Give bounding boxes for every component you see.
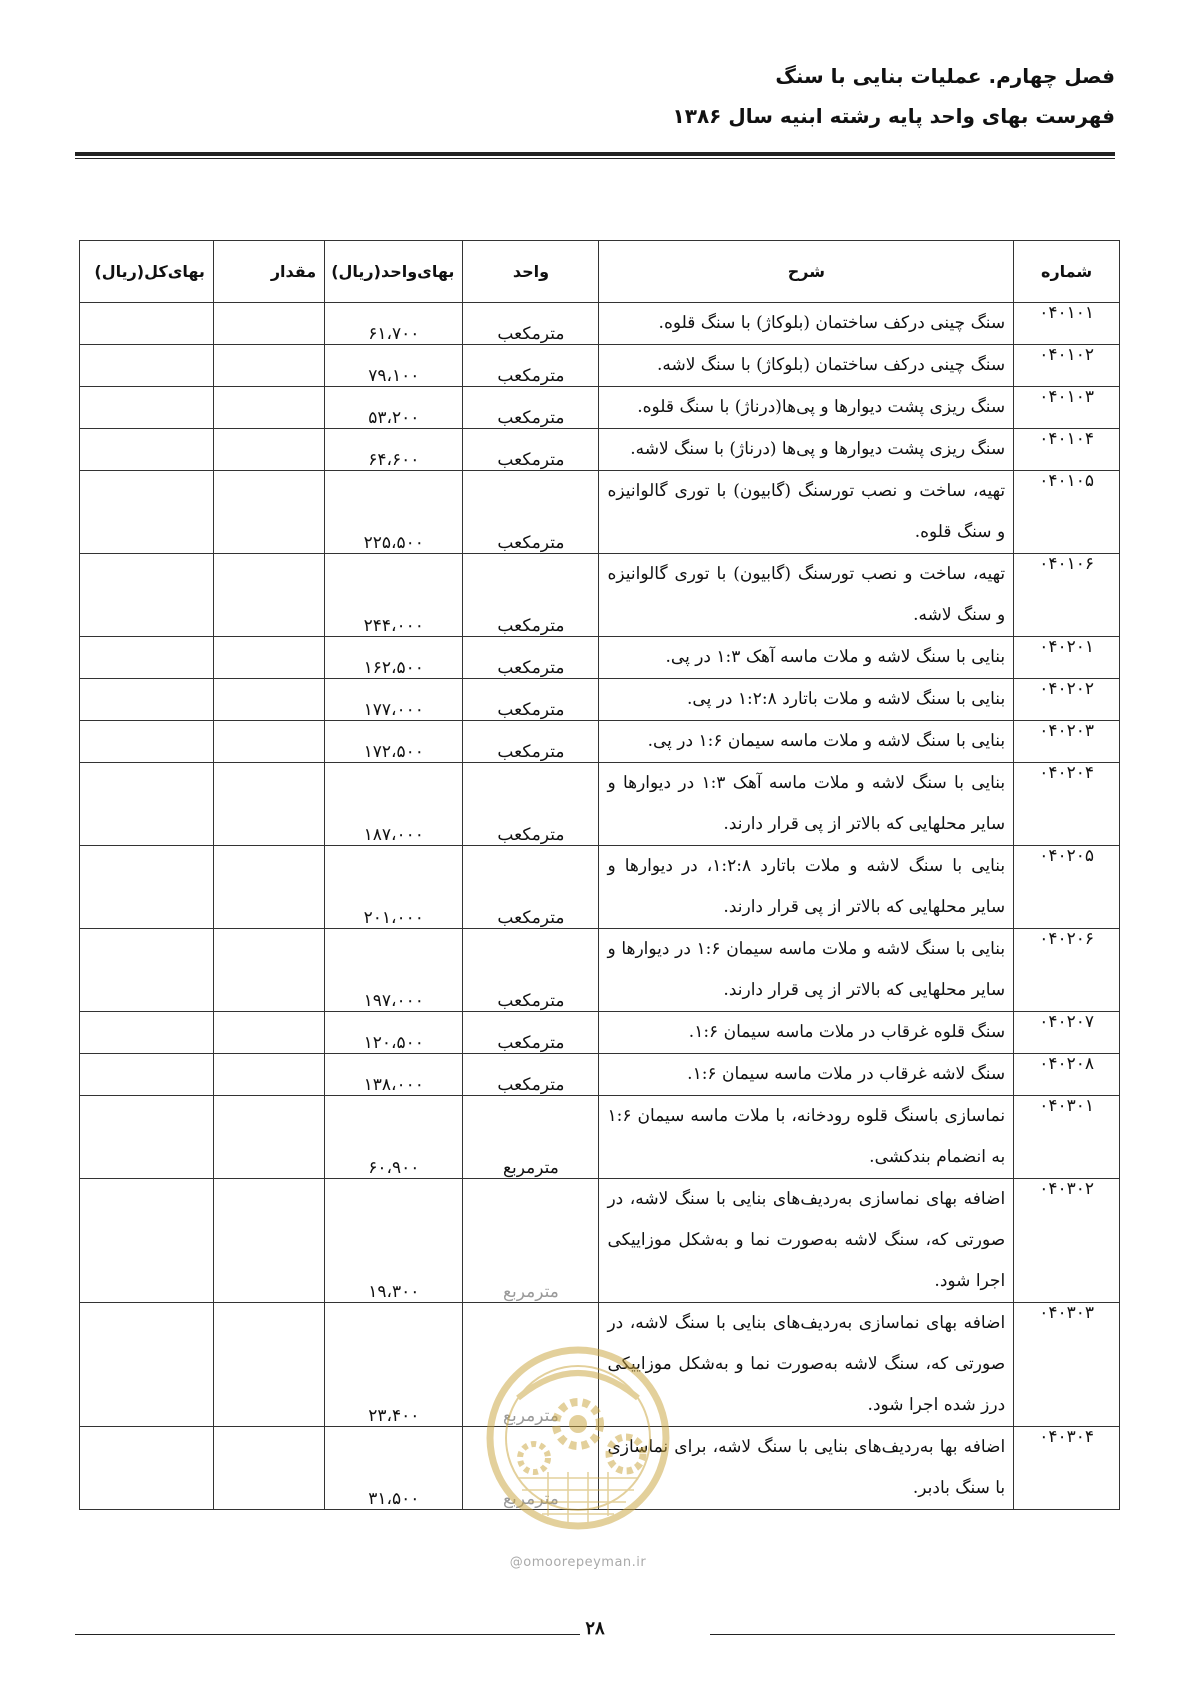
row-code: ۰۴۰۲۰۵ <box>1014 846 1120 929</box>
row-unit: مترمربع <box>463 1179 599 1303</box>
row-code: ۰۴۰۱۰۳ <box>1014 387 1120 429</box>
table-header-row <box>80 241 1120 303</box>
row-quantity <box>213 554 324 637</box>
row-unit-price: ۲۰۱،۰۰۰ <box>325 846 463 929</box>
row-unit-price: ۱۶۲،۵۰۰ <box>325 637 463 679</box>
table-row <box>80 1012 1120 1054</box>
row-code: ۰۴۰۲۰۷ <box>1014 1012 1120 1054</box>
row-description: تهیه، ساخت و نصب تورسنگ (گابیون) با توری گالوانیزه و سنگ لاشه. <box>599 554 1014 637</box>
row-description: سنگ ریزی پشت دیوارها و پی‌ها (درناژ) با سنگ لاشه. <box>599 429 1014 471</box>
row-unit: مترمکعب <box>463 637 599 679</box>
row-unit: مترمکعب <box>463 303 599 345</box>
header-rule-thick <box>75 152 1115 156</box>
row-total <box>80 929 214 1012</box>
table-row <box>80 345 1120 387</box>
row-total <box>80 303 214 345</box>
row-unit: مترمکعب <box>463 846 599 929</box>
row-quantity <box>213 1096 324 1179</box>
row-total <box>80 1179 214 1303</box>
row-total <box>80 387 214 429</box>
row-unit-price: ۶۱،۷۰۰ <box>325 303 463 345</box>
row-quantity <box>213 471 324 554</box>
row-description: سنگ چینی درکف ساختمان (بلوکاژ) با سنگ قلوه. <box>599 303 1014 345</box>
row-description: سنگ لاشه غرقاب در ملات ماسه سیمان ۱:۶. <box>599 1054 1014 1096</box>
row-code: ۰۴۰۳۰۴ <box>1014 1427 1120 1510</box>
row-description: بنایی با سنگ لاشه و ملات ماسه سیمان ۱:۶ در پی. <box>599 721 1014 763</box>
row-unit-price: ۱۸۷،۰۰۰ <box>325 763 463 846</box>
row-description: بنایی با سنگ لاشه و ملات ماسه آهک ۱:۳ در دیوارها و سایر محلهایی که بالاتر از پی قرار دارند. <box>599 763 1014 846</box>
row-unit-price: ۱۷۷،۰۰۰ <box>325 679 463 721</box>
header-unit: واحد <box>463 241 599 303</box>
row-quantity <box>213 846 324 929</box>
row-unit: مترمکعب <box>463 929 599 1012</box>
row-code: ۰۴۰۱۰۲ <box>1014 345 1120 387</box>
row-unit: مترمکعب <box>463 721 599 763</box>
watermark-text: @omoorepeyman.ir <box>509 1555 647 1570</box>
document-subtitle: فهرست بهای واحد پایه رشته ابنیه سال ۱۳۸۶ <box>672 104 1115 128</box>
table-row <box>80 763 1120 846</box>
row-description: بنایی با سنگ لاشه و ملات ماسه سیمان ۱:۶ در دیوارها و سایر محلهایی که بالاتر از پی قرار دارند. <box>599 929 1014 1012</box>
row-code: ۰۴۰۲۰۳ <box>1014 721 1120 763</box>
row-unit: مترمربع <box>463 1303 599 1427</box>
table-row <box>80 1303 1120 1427</box>
table-row <box>80 554 1120 637</box>
row-unit: مترمکعب <box>463 1012 599 1054</box>
row-unit-price: ۲۲۵،۵۰۰ <box>325 471 463 554</box>
footer-rule-right <box>710 1634 1115 1635</box>
row-unit-price: ۵۳،۲۰۰ <box>325 387 463 429</box>
table-row <box>80 387 1120 429</box>
row-description: سنگ قلوه غرقاب در ملات ماسه سیمان ۱:۶. <box>599 1012 1014 1054</box>
footer-rule-left <box>75 1634 580 1635</box>
header-quantity: مقدار <box>213 241 324 303</box>
table-row <box>80 1054 1120 1096</box>
row-quantity <box>213 1054 324 1096</box>
row-quantity <box>213 721 324 763</box>
row-code: ۰۴۰۱۰۴ <box>1014 429 1120 471</box>
header-rule-thin <box>75 158 1115 159</box>
row-total <box>80 721 214 763</box>
row-total <box>80 763 214 846</box>
table-row <box>80 1427 1120 1510</box>
row-unit: مترمکعب <box>463 679 599 721</box>
row-description: بنایی با سنگ لاشه و ملات باتارد ۱:۲:۸، در دیوارها و سایر محلهایی که بالاتر از پی قرار دارند. <box>599 846 1014 929</box>
row-total <box>80 846 214 929</box>
row-description: بنایی با سنگ لاشه و ملات ماسه آهک ۱:۳ در پی. <box>599 637 1014 679</box>
table-row <box>80 721 1120 763</box>
row-total <box>80 429 214 471</box>
row-quantity <box>213 387 324 429</box>
table-row <box>80 429 1120 471</box>
row-unit: مترمکعب <box>463 429 599 471</box>
row-description: بنایی با سنگ لاشه و ملات باتارد ۱:۲:۸ در پی. <box>599 679 1014 721</box>
row-code: ۰۴۰۳۰۳ <box>1014 1303 1120 1427</box>
row-code: ۰۴۰۲۰۲ <box>1014 679 1120 721</box>
row-code: ۰۴۰۳۰۱ <box>1014 1096 1120 1179</box>
row-description: تهیه، ساخت و نصب تورسنگ (گابیون) با توری گالوانیزه و سنگ قلوه. <box>599 471 1014 554</box>
row-unit: مترمربع <box>463 1427 599 1510</box>
row-total <box>80 1096 214 1179</box>
chapter-title: فصل چهارم. عملیات بنایی با سنگ <box>775 64 1115 88</box>
row-unit-price: ۱۲۰،۵۰۰ <box>325 1012 463 1054</box>
row-total <box>80 1054 214 1096</box>
row-quantity <box>213 929 324 1012</box>
header-description: شرح <box>599 241 1014 303</box>
row-quantity <box>213 679 324 721</box>
row-code: ۰۴۰۱۰۶ <box>1014 554 1120 637</box>
row-total <box>80 1303 214 1427</box>
row-quantity <box>213 1179 324 1303</box>
row-total <box>80 1012 214 1054</box>
row-unit-price: ۱۹،۳۰۰ <box>325 1179 463 1303</box>
page-number: ۲۸ <box>585 1618 605 1639</box>
row-description: نماسازی باسنگ قلوه رودخانه، با ملات ماسه سیمان ۱:۶ به انضمام بندکشی. <box>599 1096 1014 1179</box>
row-unit-price: ۳۱،۵۰۰ <box>325 1427 463 1510</box>
header-total: بهای‌کل(ریال) <box>80 241 214 303</box>
row-code: ۰۴۰۲۰۶ <box>1014 929 1120 1012</box>
row-code: ۰۴۰۲۰۴ <box>1014 763 1120 846</box>
row-unit: مترمکعب <box>463 471 599 554</box>
row-quantity <box>213 303 324 345</box>
table-row <box>80 679 1120 721</box>
row-unit: مترمکعب <box>463 763 599 846</box>
row-description: اضافه بهای نماسازی به‌ردیف‌های بنایی با سنگ لاشه، در صورتی که، سنگ لاشه به‌صورت نما و به‌شکل موزاییکی درز شده اجرا شود. <box>599 1303 1014 1427</box>
row-code: ۰۴۰۲۰۱ <box>1014 637 1120 679</box>
row-quantity <box>213 637 324 679</box>
price-table <box>79 240 1120 1510</box>
row-total <box>80 345 214 387</box>
table-row <box>80 846 1120 929</box>
row-total <box>80 1427 214 1510</box>
row-total <box>80 554 214 637</box>
header-unit-price: بهای‌واحد(ریال) <box>325 241 463 303</box>
row-total <box>80 637 214 679</box>
row-quantity <box>213 429 324 471</box>
row-unit-price: ۲۳،۴۰۰ <box>325 1303 463 1427</box>
row-unit: مترمکعب <box>463 1054 599 1096</box>
row-unit-price: ۷۹،۱۰۰ <box>325 345 463 387</box>
row-unit-price: ۱۹۷،۰۰۰ <box>325 929 463 1012</box>
row-description: سنگ ریزی پشت دیوارها و پی‌ها(درناژ) با سنگ قلوه. <box>599 387 1014 429</box>
row-quantity <box>213 1427 324 1510</box>
table-row <box>80 1096 1120 1179</box>
table-row <box>80 637 1120 679</box>
row-unit-price: ۶۰،۹۰۰ <box>325 1096 463 1179</box>
row-quantity <box>213 1012 324 1054</box>
row-unit-price: ۶۴،۶۰۰ <box>325 429 463 471</box>
row-description: سنگ چینی درکف ساختمان (بلوکاژ) با سنگ لاشه. <box>599 345 1014 387</box>
row-unit: مترمکعب <box>463 345 599 387</box>
row-unit-price: ۲۴۴،۰۰۰ <box>325 554 463 637</box>
table-row <box>80 471 1120 554</box>
table-row <box>80 929 1120 1012</box>
row-code: ۰۴۰۱۰۱ <box>1014 303 1120 345</box>
row-code: ۰۴۰۱۰۵ <box>1014 471 1120 554</box>
row-quantity <box>213 1303 324 1427</box>
row-total <box>80 679 214 721</box>
table-row <box>80 1179 1120 1303</box>
row-code: ۰۴۰۲۰۸ <box>1014 1054 1120 1096</box>
header-code: شماره <box>1014 241 1120 303</box>
row-description: اضافه بها به‌ردیف‌های بنایی با سنگ لاشه، برای نماسازی با سنگ بادبر. <box>599 1427 1014 1510</box>
row-quantity <box>213 763 324 846</box>
row-unit-price: ۱۷۲،۵۰۰ <box>325 721 463 763</box>
row-unit: مترمکعب <box>463 554 599 637</box>
row-unit: مترمکعب <box>463 387 599 429</box>
row-description: اضافه بهای نماسازی به‌ردیف‌های بنایی با سنگ لاشه، در صورتی که، سنگ لاشه به‌صورت نما و به‌شکل موزاییکی اجرا شود. <box>599 1179 1014 1303</box>
row-quantity <box>213 345 324 387</box>
table-row <box>80 303 1120 345</box>
row-unit: مترمربع <box>463 1096 599 1179</box>
row-code: ۰۴۰۳۰۲ <box>1014 1179 1120 1303</box>
row-unit-price: ۱۳۸،۰۰۰ <box>325 1054 463 1096</box>
row-total <box>80 471 214 554</box>
